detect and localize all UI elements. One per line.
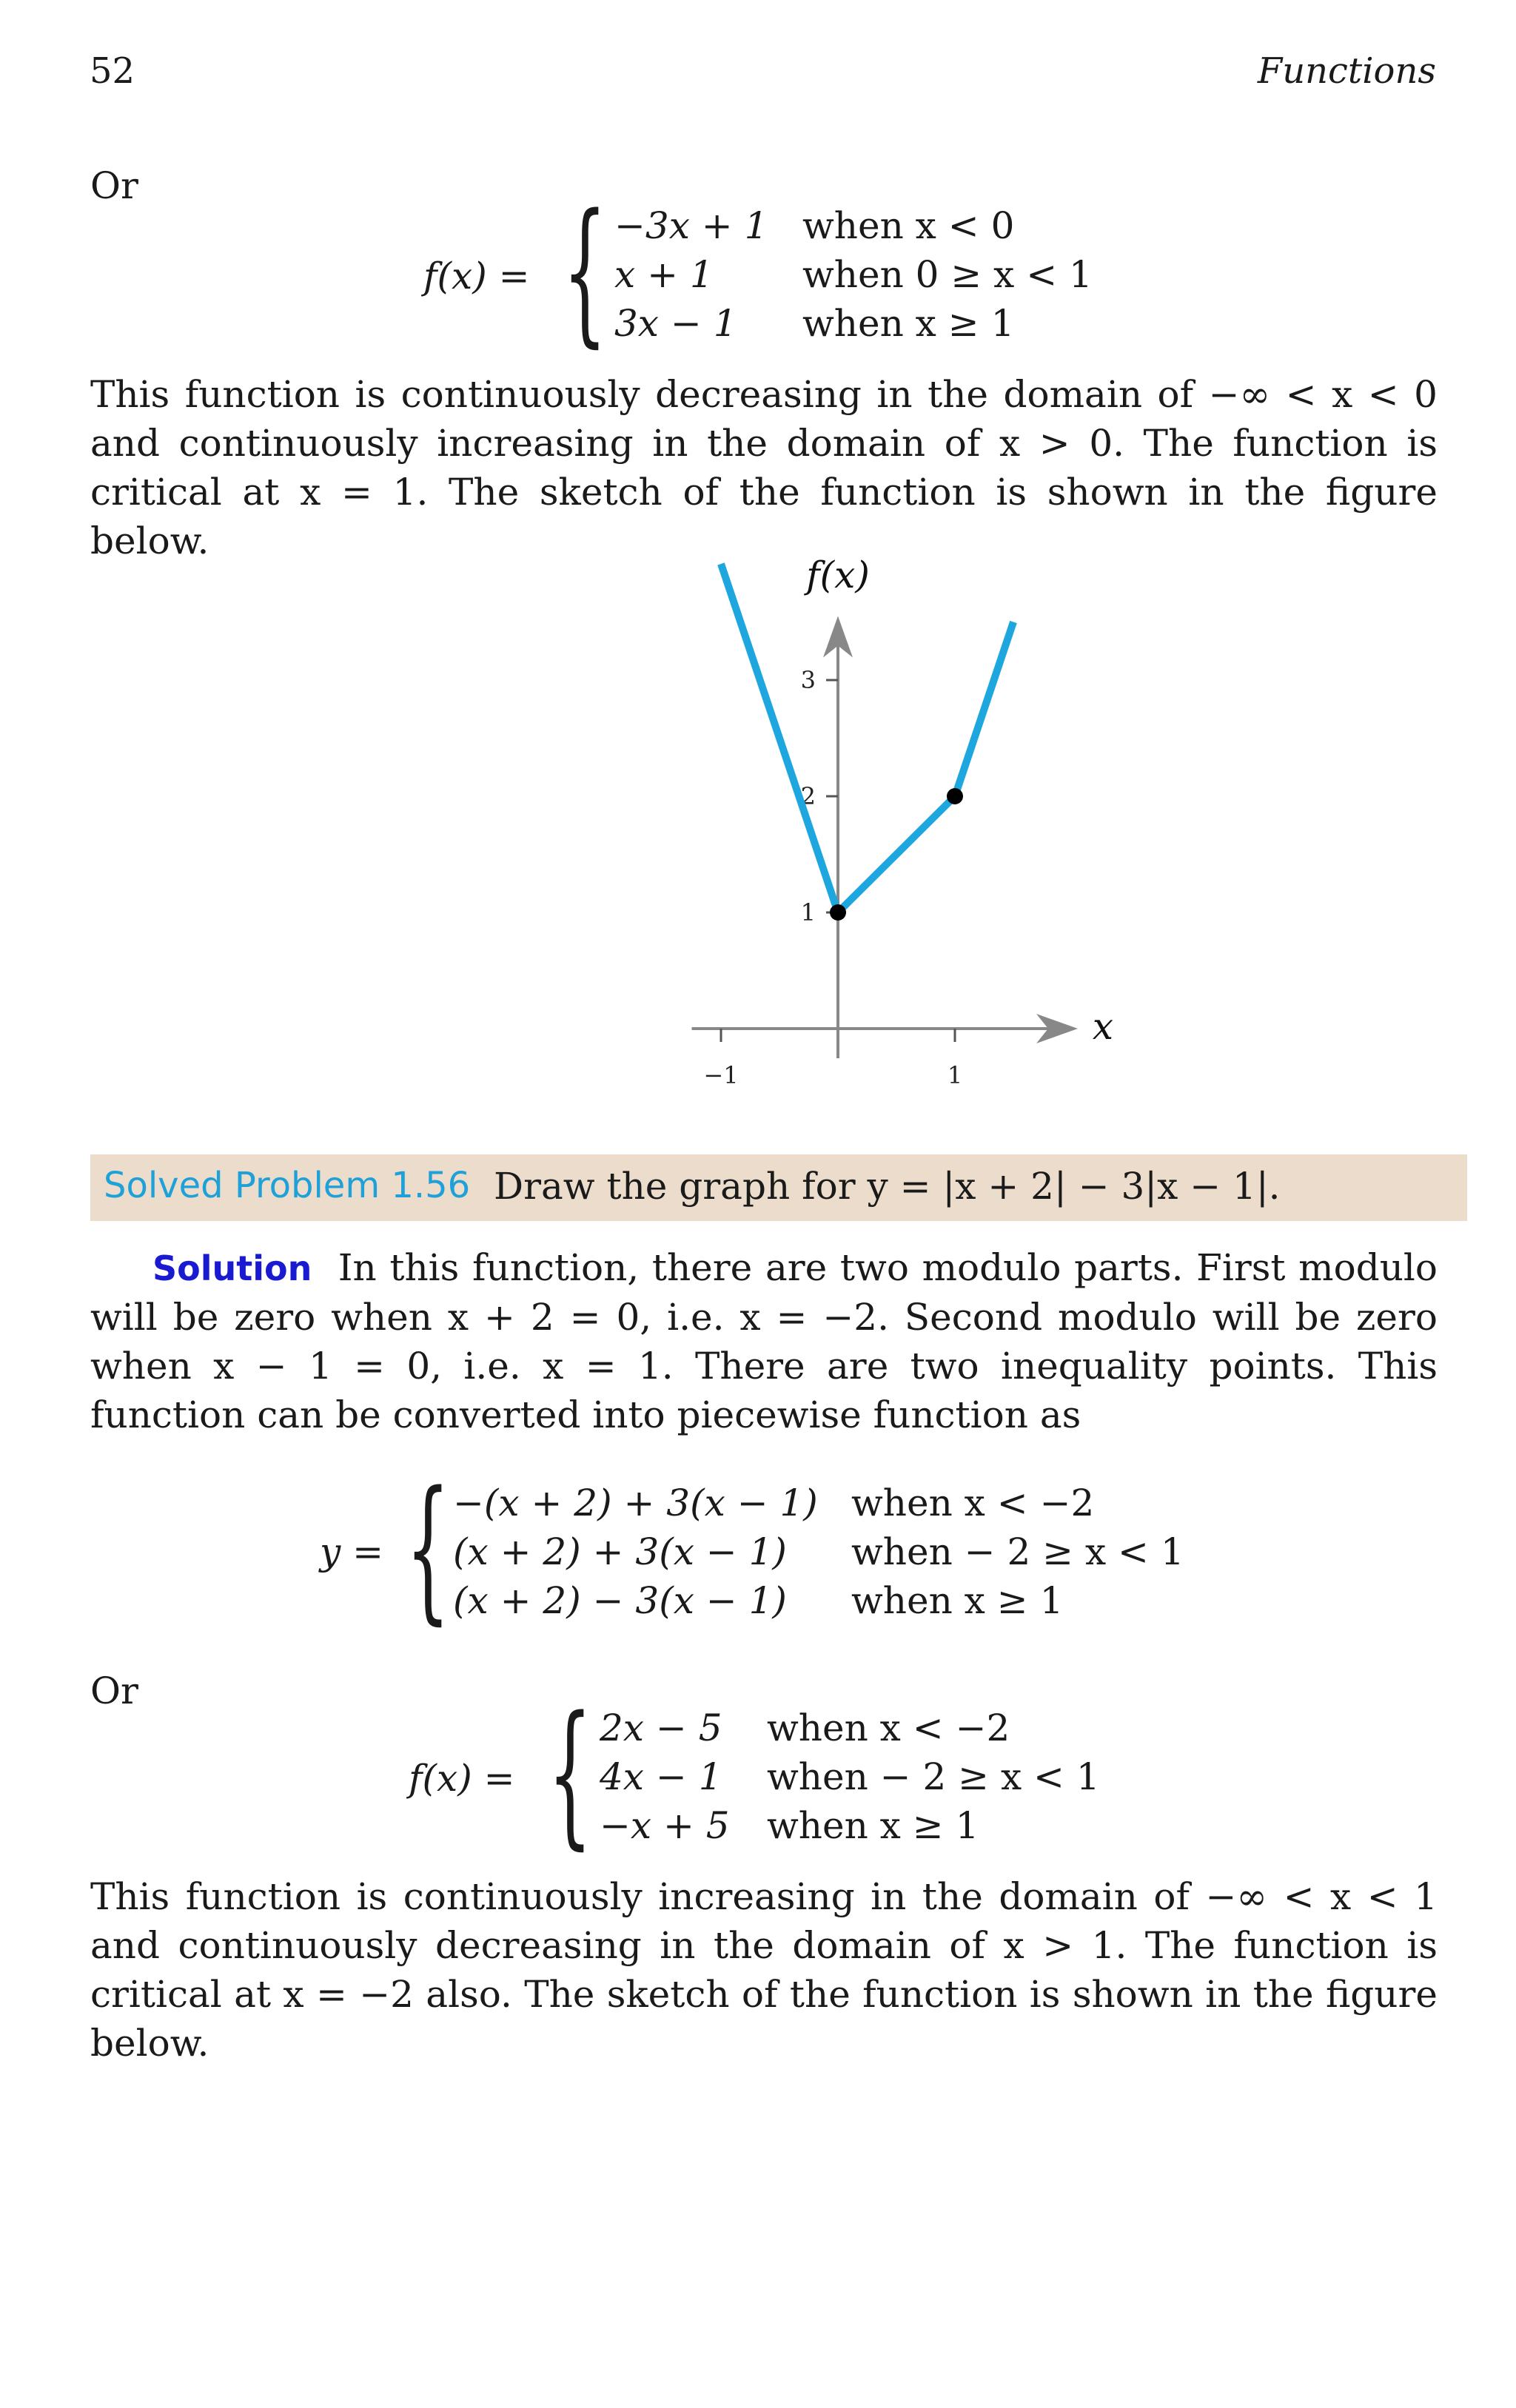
y-tick-label: 1 bbox=[800, 898, 816, 926]
problem-banner bbox=[90, 1154, 1467, 1221]
problem-title: Solved Problem 1.56 bbox=[104, 1165, 471, 1206]
equation-condition: when x < −2 bbox=[767, 1706, 1010, 1749]
equation-expression: −x + 5 bbox=[600, 1804, 730, 1847]
paragraph: This function is continuously decreasing in the domain of −∞ < x < 0 and continuously increasing in the domain of x > 0. The function is critical at x = 1. The sketch of the function is shown in the figure below. bbox=[90, 373, 1438, 562]
equation-condition: when x < 0 bbox=[802, 204, 1015, 247]
equation-lhs: f(x) = bbox=[409, 1757, 515, 1800]
x-tick-label: 1 bbox=[947, 1061, 963, 1089]
equation-condition: when x ≥ 1 bbox=[802, 302, 1015, 345]
problem-statement: Draw the graph for y = |x + 2| − 3|x − 1|. bbox=[494, 1165, 1281, 1208]
equation-expression: (x + 2) − 3(x − 1) bbox=[453, 1579, 787, 1622]
solution-paragraph bbox=[90, 1243, 1438, 1439]
equation-expression: 4x − 1 bbox=[600, 1755, 722, 1798]
equation-expression: 3x − 1 bbox=[614, 302, 737, 345]
x-axis-label: x bbox=[1092, 1005, 1114, 1048]
equation-condition: when x < −2 bbox=[851, 1482, 1095, 1524]
solution-label: Solution bbox=[152, 1248, 312, 1288]
equation-condition: when x ≥ 1 bbox=[851, 1579, 1064, 1622]
graph-svg bbox=[666, 548, 1114, 1110]
left-brace: { bbox=[563, 181, 608, 362]
equation-expression: 2x − 5 bbox=[600, 1706, 722, 1749]
x-tick-label: −1 bbox=[703, 1061, 739, 1089]
or-label: Or bbox=[90, 1669, 138, 1712]
equation-expression: −(x + 2) + 3(x − 1) bbox=[453, 1482, 818, 1524]
left-brace: { bbox=[548, 1683, 593, 1864]
left-brace: { bbox=[406, 1458, 451, 1639]
y-axis-label: f(x) bbox=[806, 554, 870, 596]
running-title: Functions bbox=[1257, 50, 1436, 92]
equation-condition: when − 2 ≥ x < 1 bbox=[851, 1530, 1184, 1573]
data-point bbox=[830, 904, 846, 921]
function-line bbox=[721, 564, 1013, 912]
equation-lhs: y = bbox=[320, 1530, 384, 1573]
y-tick-label: 2 bbox=[800, 782, 816, 810]
solution-text: In this function, there are two modulo parts. First modulo will be zero when x + 2 = 0, i.e. x = −2. Second modulo will be zero when x − 1 = 0, i.e. x = 1. There are two inequality points. This function can be converted into piecewise function as bbox=[90, 1246, 1438, 1436]
or-label: Or bbox=[90, 164, 138, 207]
equation-condition: when − 2 ≥ x < 1 bbox=[767, 1755, 1100, 1798]
equation-expression: x + 1 bbox=[614, 253, 714, 296]
equation-expression: −3x + 1 bbox=[614, 204, 768, 247]
paragraph: This function is continuously increasing in the domain of −∞ < x < 1 and continuously decreasing in the domain of x > 1. The function is critical at x = −2 also. The sketch of the function is shown in the figure below. bbox=[90, 1875, 1438, 2065]
function-graph bbox=[666, 548, 1114, 1110]
equation-lhs: f(x) = bbox=[423, 255, 530, 297]
y-tick-label: 3 bbox=[800, 666, 816, 694]
page-number: 52 bbox=[90, 50, 135, 92]
data-point bbox=[947, 788, 963, 804]
equation-condition: when 0 ≥ x < 1 bbox=[802, 253, 1093, 296]
equation-expression: (x + 2) + 3(x − 1) bbox=[453, 1530, 787, 1573]
equation-condition: when x ≥ 1 bbox=[767, 1804, 979, 1847]
